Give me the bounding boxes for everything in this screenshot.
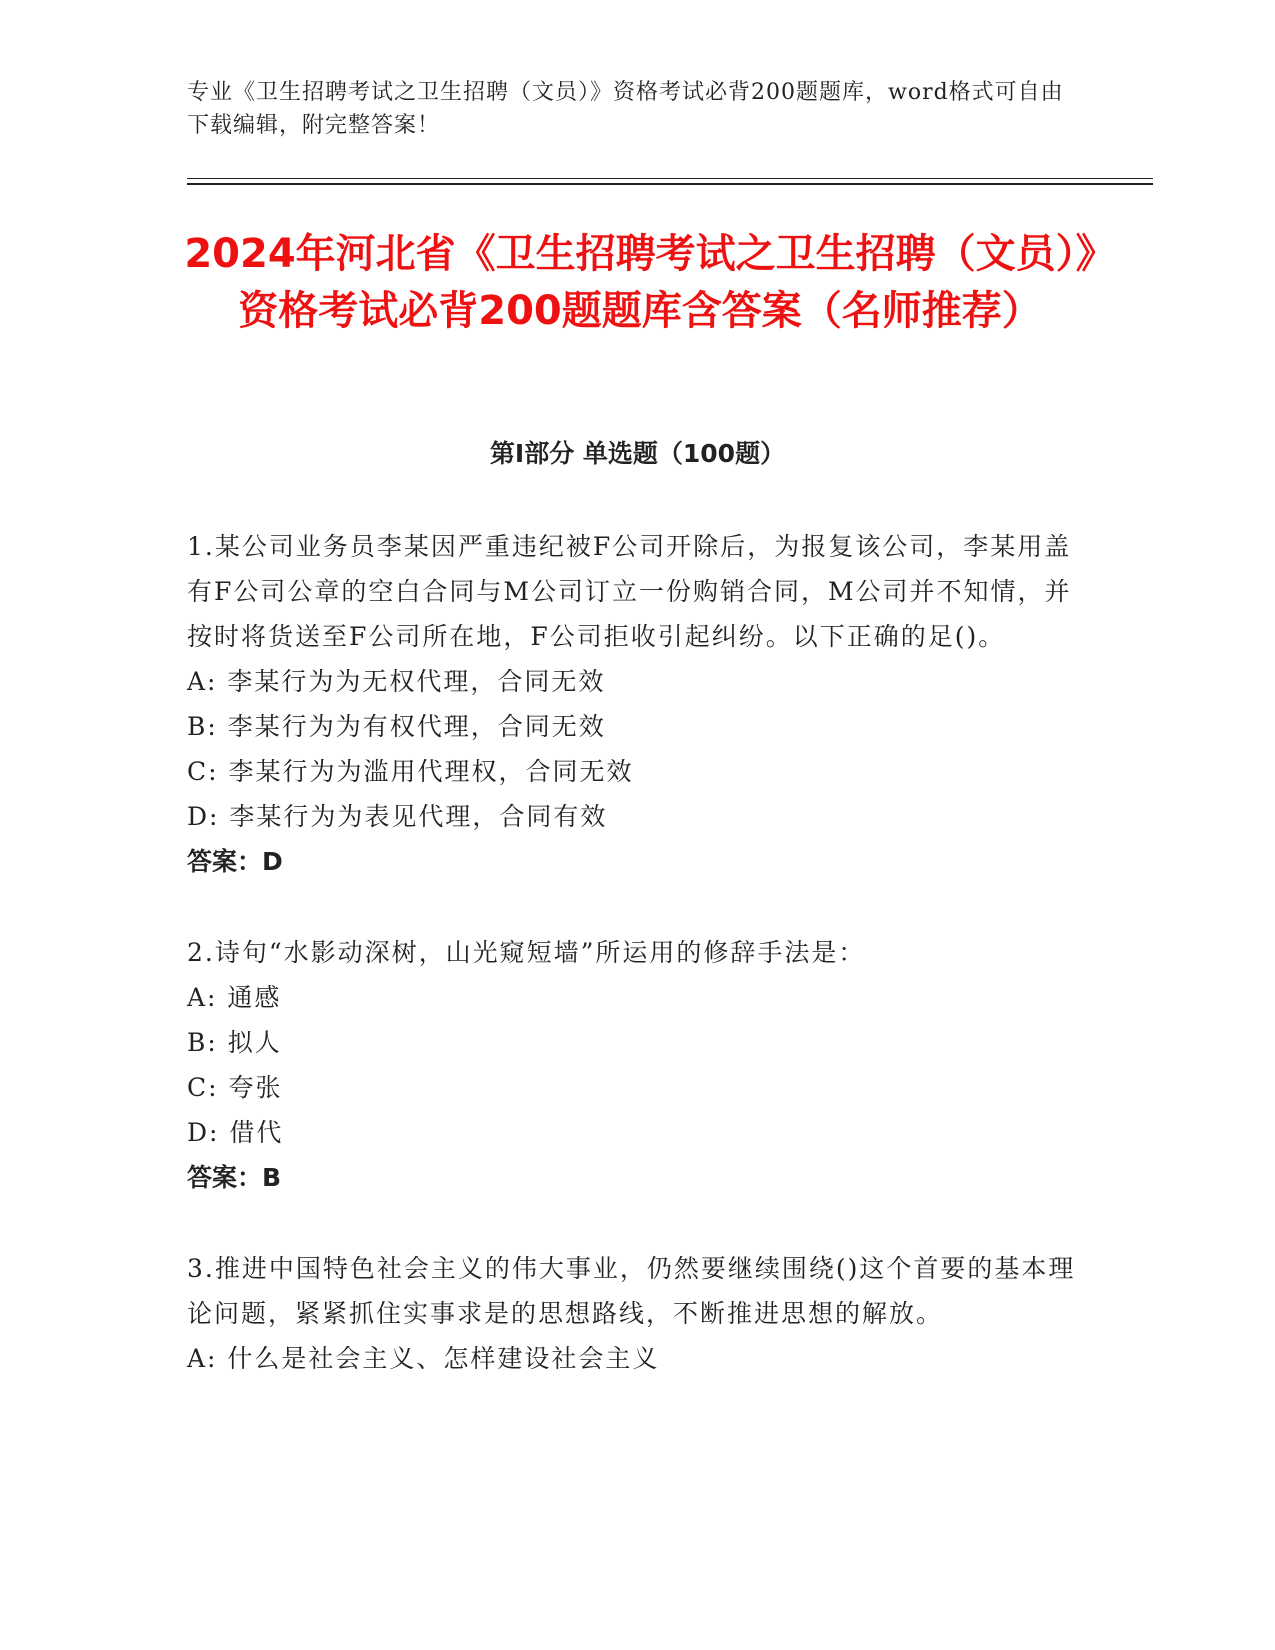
header-note: 专业《卫生招聘考试之卫生招聘（文员）》资格考试必背200题题库，word格式可自由下载编辑，附完整答案！	[187, 80, 1064, 138]
option-a: A: 通感	[187, 983, 282, 1012]
question-1	[187, 524, 1077, 884]
answer: 答案：D	[187, 847, 283, 876]
option-d: D: 借代	[187, 1118, 284, 1147]
option-c: C: 李某行为为滥用代理权，合同无效	[187, 757, 634, 786]
header-divider-thick	[187, 183, 1153, 185]
document-title: 2024年河北省《卫生招聘考试之卫生招聘（文员）》资格考试必背200题题库含答案（名师推荐）	[184, 231, 1096, 334]
option-d: D: 李某行为为表见代理，合同有效	[187, 802, 608, 831]
option-c: C: 夸张	[187, 1073, 283, 1102]
answer: 答案：B	[187, 1163, 282, 1192]
option-a: A: 李某行为为无权代理，合同无效	[187, 667, 606, 696]
question-stem: 3.推进中国特色社会主义的伟大事业，仍然要继续围绕()这个首要的基本理论问题，紧紧抓住实事求是的思想路线，不断推进思想的解放。	[187, 1254, 1076, 1328]
option-b: B: 李某行为为有权代理，合同无效	[187, 712, 606, 741]
question-stem: 2.诗句“水影动深树，山光窥短墙”所运用的修辞手法是：	[187, 938, 866, 967]
question-2	[187, 930, 1077, 1200]
question-3	[187, 1246, 1077, 1381]
question-list	[187, 524, 1077, 1427]
option-a: A: 什么是社会主义、怎样建设社会主义	[187, 1344, 660, 1373]
section-title: 第I部分 单选题（100题）	[489, 439, 786, 468]
header-divider-thin	[187, 178, 1153, 179]
option-b: B: 拟人	[187, 1028, 282, 1057]
question-stem: 1.某公司业务员李某因严重违纪被F公司开除后，为报复该公司，李某用盖有F公司公章的空白合同与M公司订立一份购销合同，M公司并不知情，并按时将货送至F公司所在地，F公司拒收引起纠纷。以下正确的足()。	[187, 532, 1072, 651]
